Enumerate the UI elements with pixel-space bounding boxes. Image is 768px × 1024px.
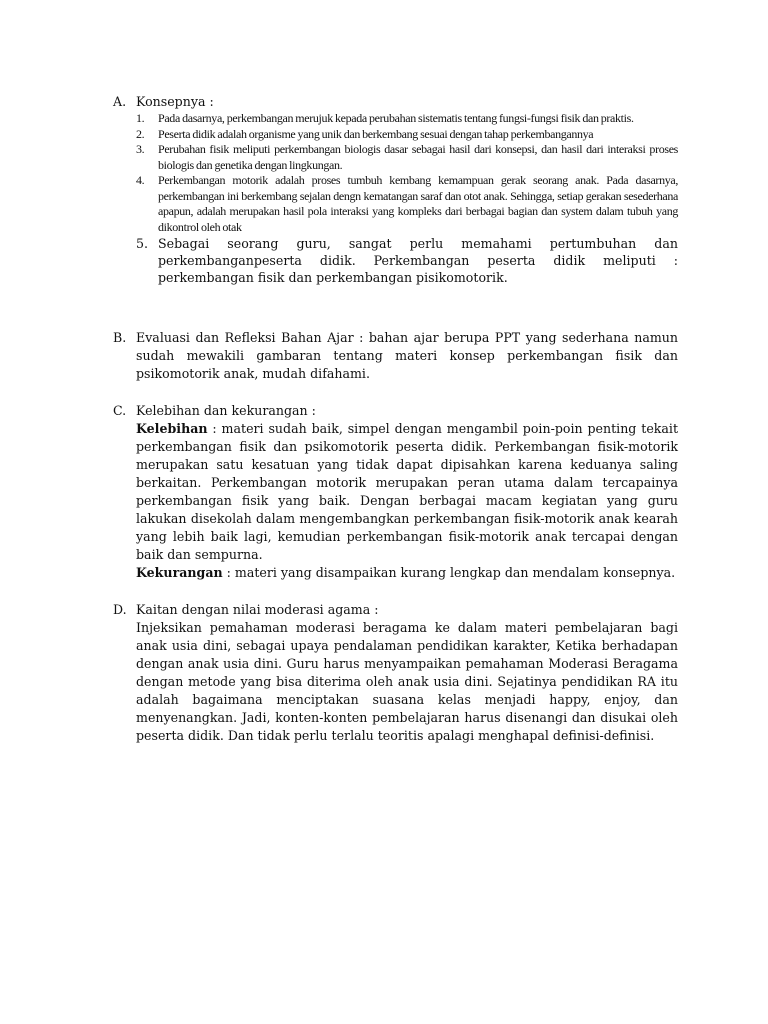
list-item-number: 5.: [136, 236, 149, 251]
list-item: [136, 235, 678, 286]
list-item: [136, 127, 678, 143]
list-item-text: Perubahan fisik meliputi perkembangan biologis dasar sebagai hasil dari konsepsi, dan hasil dari interaksi proses biologis dan genetika dengan lingkungan.: [158, 142, 678, 172]
section-b-letter: B.: [113, 330, 127, 345]
section-c-letter: C.: [113, 403, 127, 418]
section-d-text: Injeksikan pemahaman moderasi beragama ke dalam materi pembelajaran bagi anak usia dini, sebagai upaya pendalaman pendidikan karakter, Ketika berhadapan dengan anak usia dini. Guru harus menyampaikan pemahaman Moderasi Beragama dengan metode yang bisa diterima oleh anak usia dini. Sejatinya pendidikan RA itu adalah bagaimana menciptakan suasana kelas menjadi happy, enjoy, dan menyenangkan. Jadi, konten-konten pembelajaran harus disenangi dan disukai oleh peserta didik. Dan tidak perlu terlalu teoritis apalagi menghapal definisi-definisi.: [136, 620, 678, 743]
section-b: [113, 329, 678, 383]
list-item: [136, 173, 678, 235]
kelebihan-text: : materi sudah baik, simpel dengan mengambil poin-poin penting tekait perkembangan fisik dan psikomotorik peserta didik. Perkembangan fisik-motorik merupakan satu kesatuan yang tidak dapat dipisahkan karena keduanya saling berkaitan. Perkembangan motorik merupakan peran utama dalam tercapainya perkembangan fisik yang baik. Dengan berbagai macam kegiatan yang guru lakukan disekolah dalam mengembangkan perkembangan fisik-motorik anak kearah yang lebih baik lagi, kemudian perkembangan fisik-motorik anak tercapai dengan baik dan sempurna.: [136, 421, 678, 562]
list-item-number: 3.: [136, 142, 145, 156]
section-c: [113, 402, 678, 582]
section-d-title: Kaitan dengan nilai moderasi agama :: [136, 602, 379, 617]
list-item-number: 4.: [136, 173, 145, 187]
kekurangan-paragraph: [136, 564, 678, 582]
section-d: [113, 601, 678, 745]
kekurangan-label: Kekurangan: [136, 565, 223, 580]
section-a-title: Konsepnya :: [136, 94, 214, 109]
section-a-letter: A.: [113, 94, 127, 109]
section-d-letter: D.: [113, 602, 127, 617]
concept-list: [136, 111, 678, 286]
list-item-text: Peserta didik adalah organisme yang unik dan berkembang sesuai dengan tahap perkembangannya: [158, 126, 594, 141]
list-item: [136, 111, 678, 127]
section-c-title: Kelebihan dan kekurangan :: [136, 403, 316, 418]
list-item-text: Perkembangan motorik adalah proses tumbuh kembang kemampuan gerak seorang anak. Pada dasarnya, perkembangan ini berkembang sejalan dengn kematangan saraf dan otot anak. Sehingga, setiap gerakan sesederhana apapun, adalah merupakan hasil pola interaksi yang kompleks dari berbagai bagian dan system dalam tubuh yang dikontrol oleh otak: [158, 173, 678, 234]
list-item-number: 1.: [136, 111, 145, 125]
list-item-text: Sebagai seorang guru, sangat perlu memahami pertumbuhan dan perkembanganpeserta didik. Perkembangan peserta didik meliputi : perkembangan fisik dan perkembangan pisikomotorik.: [158, 236, 678, 285]
section-a: [113, 93, 678, 286]
kelebihan-paragraph: [136, 420, 678, 564]
section-b-text: Evaluasi dan Refleksi Bahan Ajar : bahan ajar berupa PPT yang sederhana namun sudah mewakili gambaran tentang materi konsep perkembangan fisik dan psikomotorik anak, mudah difahami.: [136, 330, 678, 381]
list-item-text: Pada dasarnya, perkembangan merujuk kepada perubahan sistematis tentang fungsi-fungsi fisik dan praktis.: [158, 111, 634, 125]
list-item-number: 2.: [136, 126, 145, 141]
kekurangan-text: : materi yang disampaikan kurang lengkap dan mendalam konsepnya.: [222, 565, 676, 580]
list-item: [136, 142, 678, 173]
kelebihan-label: Kelebihan: [136, 421, 208, 436]
